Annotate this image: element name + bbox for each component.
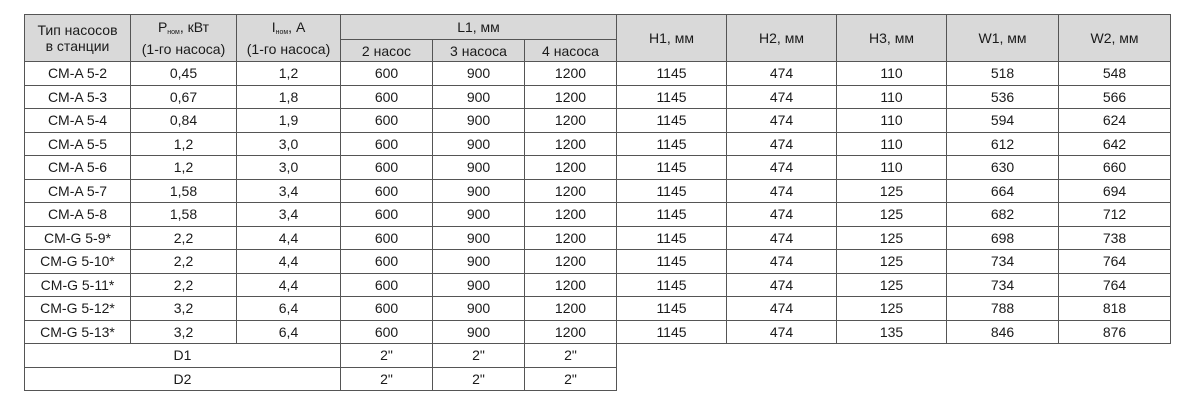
cell-pump-type: CM-A 5-7	[25, 179, 131, 203]
cell-w1: 630	[947, 156, 1059, 180]
cell-h3: 125	[837, 297, 947, 321]
cell-w1: 594	[947, 109, 1059, 133]
footer-value: 2"	[525, 344, 617, 368]
footer-value: 2"	[341, 367, 433, 391]
header-current-unit: , А	[288, 19, 306, 35]
cell-pump-type: CM-G 5-10*	[25, 250, 131, 274]
cell-w2: 738	[1059, 226, 1171, 250]
pump-station-spec-table	[24, 14, 1171, 391]
cell-l1-2-pumps: 600	[341, 297, 433, 321]
cell-w1: 536	[947, 85, 1059, 109]
cell-w2: 818	[1059, 297, 1171, 321]
header-row-top	[25, 15, 1171, 40]
header-l1-3-pumps: 3 насоса	[433, 40, 525, 62]
cell-power: 0,67	[131, 85, 237, 109]
cell-current: 4,4	[237, 226, 341, 250]
footer-row	[25, 367, 1171, 391]
footer-value: 2"	[525, 367, 617, 391]
cell-l1-3-pumps: 900	[433, 250, 525, 274]
header-current-subscript: ном	[275, 29, 289, 36]
cell-h2: 474	[727, 273, 837, 297]
header-power-line2: (1-го насоса)	[141, 41, 226, 57]
cell-h2: 474	[727, 179, 837, 203]
cell-h1: 1145	[617, 85, 727, 109]
cell-l1-4-pumps: 1200	[525, 297, 617, 321]
cell-current: 1,2	[237, 62, 341, 86]
cell-w2: 548	[1059, 62, 1171, 86]
header-power-unit: , кВт	[179, 19, 210, 35]
footer-label: D2	[25, 367, 341, 391]
cell-h2: 474	[727, 156, 837, 180]
cell-h2: 474	[727, 250, 837, 274]
cell-h2: 474	[727, 297, 837, 321]
cell-h2: 474	[727, 320, 837, 344]
header-h1: H1, мм	[617, 15, 727, 62]
cell-l1-3-pumps: 900	[433, 226, 525, 250]
cell-l1-4-pumps: 1200	[525, 250, 617, 274]
table-header	[25, 15, 1171, 62]
cell-current: 1,9	[237, 109, 341, 133]
cell-l1-3-pumps: 900	[433, 62, 525, 86]
cell-h3: 125	[837, 226, 947, 250]
cell-w1: 698	[947, 226, 1059, 250]
cell-l1-4-pumps: 1200	[525, 203, 617, 227]
cell-h1: 1145	[617, 132, 727, 156]
empty-area	[617, 367, 1171, 391]
cell-l1-4-pumps: 1200	[525, 156, 617, 180]
cell-power: 0,84	[131, 109, 237, 133]
cell-power: 2,2	[131, 226, 237, 250]
cell-power: 1,2	[131, 156, 237, 180]
cell-l1-4-pumps: 1200	[525, 85, 617, 109]
cell-h3: 110	[837, 85, 947, 109]
header-current-line2: (1-го насоса)	[246, 41, 331, 57]
cell-h3: 110	[837, 156, 947, 180]
cell-current: 3,0	[237, 156, 341, 180]
cell-h1: 1145	[617, 179, 727, 203]
cell-l1-3-pumps: 900	[433, 85, 525, 109]
cell-power: 1,2	[131, 132, 237, 156]
cell-h2: 474	[727, 62, 837, 86]
cell-current: 3,4	[237, 203, 341, 227]
table-row	[25, 179, 1171, 203]
footer-value: 2"	[433, 367, 525, 391]
header-current-symbol: I	[271, 19, 276, 35]
cell-h1: 1145	[617, 297, 727, 321]
footer-label: D1	[25, 344, 341, 368]
cell-l1-4-pumps: 1200	[525, 320, 617, 344]
cell-h1: 1145	[617, 62, 727, 86]
header-current-line1	[237, 19, 340, 41]
header-power-subscript: ном	[167, 29, 180, 36]
cell-w2: 764	[1059, 273, 1171, 297]
header-power-line1	[131, 19, 236, 41]
cell-w1: 846	[947, 320, 1059, 344]
header-current	[237, 15, 341, 62]
cell-l1-3-pumps: 900	[433, 109, 525, 133]
cell-h2: 474	[727, 132, 837, 156]
cell-w2: 712	[1059, 203, 1171, 227]
cell-w2: 764	[1059, 250, 1171, 274]
cell-pump-type: CM-G 5-12*	[25, 297, 131, 321]
cell-w1: 518	[947, 62, 1059, 86]
cell-pump-type: CM-A 5-4	[25, 109, 131, 133]
cell-h1: 1145	[617, 226, 727, 250]
header-w1: W1, мм	[947, 15, 1059, 62]
header-pump-type-line2: в станции	[45, 38, 110, 54]
table-row	[25, 85, 1171, 109]
cell-power: 2,2	[131, 250, 237, 274]
cell-power: 1,58	[131, 179, 237, 203]
cell-h3: 125	[837, 273, 947, 297]
cell-current: 6,4	[237, 320, 341, 344]
cell-current: 3,4	[237, 179, 341, 203]
cell-h3: 110	[837, 62, 947, 86]
header-l1-2-pumps: 2 насос	[341, 40, 433, 62]
cell-w1: 682	[947, 203, 1059, 227]
cell-pump-type: CM-A 5-3	[25, 85, 131, 109]
cell-h3: 110	[837, 132, 947, 156]
cell-h3: 125	[837, 203, 947, 227]
table-row	[25, 273, 1171, 297]
cell-l1-2-pumps: 600	[341, 109, 433, 133]
header-power	[131, 15, 237, 62]
cell-h1: 1145	[617, 320, 727, 344]
cell-h2: 474	[727, 203, 837, 227]
cell-h1: 1145	[617, 250, 727, 274]
cell-l1-2-pumps: 600	[341, 179, 433, 203]
cell-l1-2-pumps: 600	[341, 203, 433, 227]
table-row	[25, 62, 1171, 86]
header-l1: L1, мм	[341, 15, 617, 40]
footer-row	[25, 344, 1171, 368]
cell-pump-type: CM-A 5-8	[25, 203, 131, 227]
cell-l1-4-pumps: 1200	[525, 226, 617, 250]
table-row	[25, 203, 1171, 227]
cell-h3: 135	[837, 320, 947, 344]
cell-l1-4-pumps: 1200	[525, 273, 617, 297]
cell-power: 2,2	[131, 273, 237, 297]
footer-value: 2"	[433, 344, 525, 368]
cell-l1-4-pumps: 1200	[525, 109, 617, 133]
cell-l1-2-pumps: 600	[341, 250, 433, 274]
table-row	[25, 226, 1171, 250]
cell-w2: 642	[1059, 132, 1171, 156]
cell-w2: 876	[1059, 320, 1171, 344]
cell-power: 3,2	[131, 320, 237, 344]
cell-l1-2-pumps: 600	[341, 273, 433, 297]
cell-current: 6,4	[237, 297, 341, 321]
header-h3: H3, мм	[837, 15, 947, 62]
cell-l1-4-pumps: 1200	[525, 62, 617, 86]
cell-h3: 125	[837, 179, 947, 203]
cell-l1-2-pumps: 600	[341, 132, 433, 156]
cell-power: 1,58	[131, 203, 237, 227]
footer-value: 2"	[341, 344, 433, 368]
cell-pump-type: CM-G 5-9*	[25, 226, 131, 250]
cell-l1-2-pumps: 600	[341, 62, 433, 86]
cell-l1-3-pumps: 900	[433, 297, 525, 321]
cell-l1-2-pumps: 600	[341, 156, 433, 180]
cell-h3: 125	[837, 250, 947, 274]
cell-power: 3,2	[131, 297, 237, 321]
table-row	[25, 132, 1171, 156]
cell-h2: 474	[727, 85, 837, 109]
cell-l1-3-pumps: 900	[433, 273, 525, 297]
header-w2: W2, мм	[1059, 15, 1171, 62]
table-row	[25, 109, 1171, 133]
cell-w2: 694	[1059, 179, 1171, 203]
cell-h2: 474	[727, 109, 837, 133]
cell-h1: 1145	[617, 273, 727, 297]
cell-l1-3-pumps: 900	[433, 132, 525, 156]
cell-power: 0,45	[131, 62, 237, 86]
cell-h1: 1145	[617, 203, 727, 227]
cell-current: 4,4	[237, 250, 341, 274]
cell-current: 3,0	[237, 132, 341, 156]
cell-w2: 660	[1059, 156, 1171, 180]
cell-h1: 1145	[617, 109, 727, 133]
cell-w1: 788	[947, 297, 1059, 321]
cell-pump-type: CM-G 5-13*	[25, 320, 131, 344]
cell-w2: 624	[1059, 109, 1171, 133]
table-row	[25, 156, 1171, 180]
cell-w1: 612	[947, 132, 1059, 156]
empty-area	[617, 344, 1171, 368]
header-pump-type	[25, 15, 131, 62]
cell-l1-2-pumps: 600	[341, 226, 433, 250]
cell-l1-2-pumps: 600	[341, 320, 433, 344]
cell-l1-3-pumps: 900	[433, 179, 525, 203]
header-power-symbol: P	[157, 19, 168, 35]
cell-h3: 110	[837, 109, 947, 133]
table-row	[25, 320, 1171, 344]
cell-pump-type: CM-A 5-5	[25, 132, 131, 156]
header-l1-4-pumps: 4 насоса	[525, 40, 617, 62]
cell-current: 1,8	[237, 85, 341, 109]
cell-pump-type: CM-G 5-11*	[25, 273, 131, 297]
table-row	[25, 250, 1171, 274]
header-h2: H2, мм	[727, 15, 837, 62]
cell-l1-3-pumps: 900	[433, 320, 525, 344]
cell-current: 4,4	[237, 273, 341, 297]
header-pump-type-line1: Тип насосов	[37, 22, 118, 38]
cell-pump-type: CM-A 5-2	[25, 62, 131, 86]
table-body	[25, 62, 1171, 391]
cell-l1-3-pumps: 900	[433, 203, 525, 227]
table-row	[25, 297, 1171, 321]
cell-l1-4-pumps: 1200	[525, 132, 617, 156]
cell-w1: 664	[947, 179, 1059, 203]
cell-w2: 566	[1059, 85, 1171, 109]
cell-w1: 734	[947, 273, 1059, 297]
cell-l1-4-pumps: 1200	[525, 179, 617, 203]
cell-h2: 474	[727, 226, 837, 250]
cell-l1-3-pumps: 900	[433, 156, 525, 180]
cell-l1-2-pumps: 600	[341, 85, 433, 109]
cell-pump-type: CM-A 5-6	[25, 156, 131, 180]
cell-w1: 734	[947, 250, 1059, 274]
cell-h1: 1145	[617, 156, 727, 180]
